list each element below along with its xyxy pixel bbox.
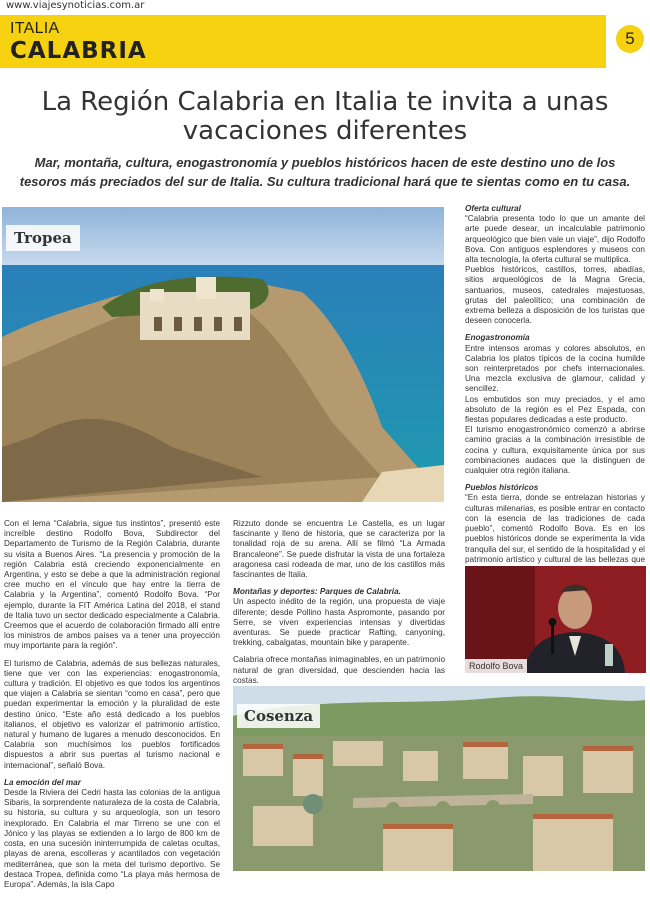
col2-paragraph: Calabria ofrece montañas inimaginables, en un patrimonio natural de gran diversidad, que descienden hacia las costas.: [233, 655, 445, 685]
header-region: CALABRIA: [10, 38, 147, 64]
col1-paragraph: El turismo de Calabria, además de sus bellezas naturales, tiene que ver con las experiencias: enogastronomía, cultura y tradición. El objetivo es que todos los argentinos que viajen a Calabria se sientan “como en casa”, pero que puedan experimentar la emoción y la pluralidad de este destino único. “Este año está dedicado a los pueblos italianos, el objetivo es valorizar el patrimonio artístico, natural y humano de lugares a menudo desconocidos. En Calabria son muchísimos los pueblos fortificados dispuestos a abrir sus puertas al turismo nacional e internacional”, señaló Bova.: [4, 658, 220, 770]
col3-paragraph: “Calabria presenta todo lo que un amante del arte puede desear, un incalculable patrimonio arqueológico que bien vale un viaje”, dijo Rodolfo Bova. Con antiguos esplendores y museos con alta tecnología, la oferta cultural se multiplica.: [465, 214, 645, 265]
column-3: [465, 204, 645, 582]
col1-paragraph: Desde la Riviera dei Cedri hasta las colonias de la antigua Sibaris, la sorprendente naturaleza de la costa de Calabria, su historia, su cultura y su arqueología, son un tesoro inexplorado. En Calabria el mar Tirreno se une con el Jónico y las playas se extienden a lo largo de 800 km de costa, en una sucesión ininterrumpida de caletas ocultas, playas de arena, escolleras y acantilados con vegetación mediterránea, que son la meta del turismo deportivo. Se destaca Tropea, definida como “La playa más hermosa de Europa”. Además, la isla Capo: [4, 788, 220, 889]
cosenza-photo: [233, 686, 645, 871]
section-heading-montanas: Montañas y deportes: Parques de Calabria.: [233, 587, 401, 597]
col3-paragraph: Pueblos históricos, castillos, torres, abadías, sitios arqueológicos de la Magna Grecia, santuarios, museos, catedrales majestuosas, grutas del paleolítico; una combinación de extrema belleza a disposición de los turistas que deseen conocerla.: [465, 265, 645, 326]
col3-paragraph: “En esta tierra, donde se entrelazan historias y culturas milenarias, es posible entrar en contacto con la esencia de las tradiciones de cada pueblo”, comentó Rodolfo Bova. Es en los pueblos históricos donde se experimenta la vida tranquila del sur, el sentido de la hospitalidad y el patrimonio artístico y cultural de las bellezas que: [465, 493, 645, 564]
tropea-label: Tropea: [6, 225, 80, 251]
header-country: ITALIA: [10, 20, 60, 37]
section-heading-pueblos: Pueblos históricos: [465, 483, 539, 493]
article-title: La Región Calabria en Italia te invita a unas vacaciones diferentes: [41, 87, 609, 146]
column-1: [4, 519, 220, 897]
col1-paragraph: Con el lema “Calabria, sigue tus instintos”, presentó este increíble destino Rodolfo Bova, Subdirector del Departamento de Turismo de la Región Calabria, durante su visita a Buenos Aires. “La presencia y promoción de la región Calabria está creciendo exponencialmente en Argentina, y esto se debe a que la administración regional cree mucho en el vínculo que hay entre la tierra de Calabria y la Argentina”, comentó Rodolfo Bova. “Por ejemplo, durante la FIT América Latina del 2018, el stand de Italia tuvo un sector dedicado especialmente a Calabria. Creemos que el acuerdo de colaboración firmado allí entre los ministros de ambos países va a tener una proyección muy importante para la región”.: [4, 519, 220, 651]
column-2: [233, 519, 445, 693]
col2-paragraph: Un aspecto inédito de la región, una propuesta de viaje diferente; desde Pollino hasta Aspromonte, pasando por Serre, se viven experiencias intensas y divertidas aventuras. Se puede practicar Rafting, canyoning, trekking, cabalgatas, mountain bike y parapente.: [233, 597, 445, 648]
col3-paragraph: Entre intensos aromas y colores absolutos, en Calabria los platos típicos de la cocina humilde son reinterpretados por chefs internacionales. Una mezcla exclusiva de glamour, calidad y sencillez.: [465, 343, 645, 394]
article-subtitle: Mar, montaña, cultura, enogastronomía y pueblos históricos hacen de este destino uno de los tesoros más preciados del sur de Italia. Su cultura tradicional hará que te sientas como en tu casa.: [19, 155, 631, 189]
col2-paragraph: Rizzuto donde se encuentra Le Castella, es un lugar fascinante y lleno de historia, que se caracteriza por la tonalidad roja de su arena. Allí se filmó “La Armada Brancaleone”. Se puede disfrutar la vista de una fortaleza aragonesa casi rodeada de mar, uno de los castillos más fascinantes de Italia.: [233, 519, 445, 580]
bova-illustration: [465, 566, 646, 673]
col3-paragraph: El turismo enogastronómico comenzó a abrirse camino gracias a la combinación irresistible de cocina y cultura, exquisitamente única por sus combinaciones audaces que la distinguen de cualquier otra región italiana.: [465, 425, 645, 476]
col3-paragraph: Los embutidos son muy preciados, y el amo absoluto de la región es el Pez Espada, con fiestas populares dedicadas a este producto.: [465, 394, 645, 425]
section-heading-cultural: Oferta cultural: [465, 204, 521, 213]
bova-photo: [465, 566, 646, 673]
site-url: www.viajesynoticias.com.ar: [6, 0, 145, 11]
section-heading-mar: La emoción del mar: [4, 777, 81, 787]
tropea-photo: [2, 207, 444, 502]
tropea-illustration: [2, 207, 444, 502]
cosenza-label: Cosenza: [237, 704, 320, 728]
bova-caption: Rodolfo Bova: [465, 659, 527, 673]
page-number-badge: 5: [616, 25, 644, 53]
section-heading-enogastronomia: Enogastronomía: [465, 333, 530, 343]
